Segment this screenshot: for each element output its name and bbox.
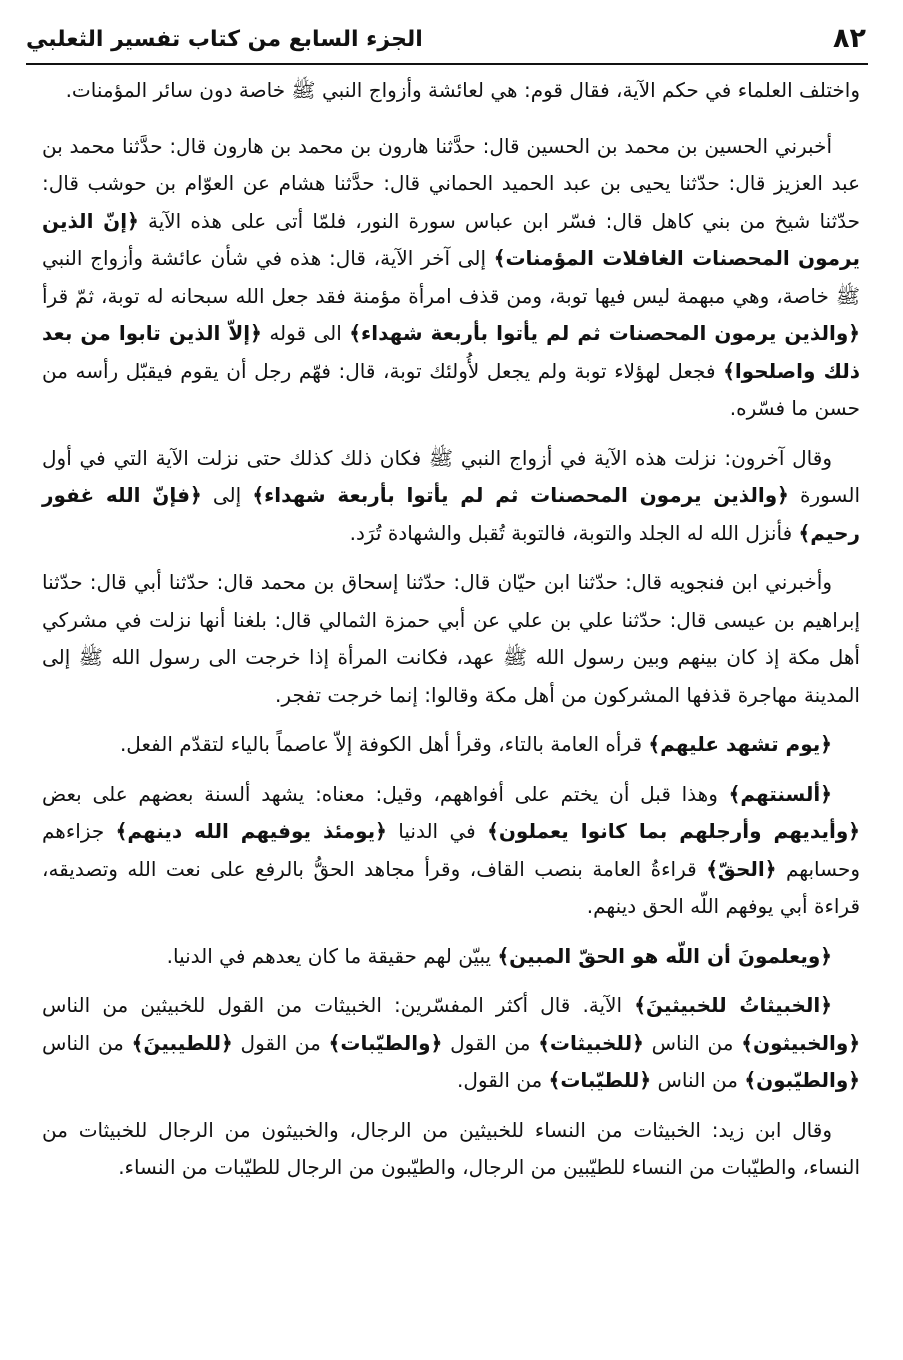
quran-quote: ﴿للخبيثات﴾ <box>538 1030 644 1055</box>
text-run: من القول <box>232 1030 329 1055</box>
quran-quote: ﴿إنّ الذين يرمون المحصنات الغافلات المؤمنات﴾ <box>42 208 860 270</box>
text-run: من القول <box>442 1030 539 1055</box>
paragraph-8 <box>42 987 860 1100</box>
quran-quote: ﴿فإنّ الله غفور رحيم﴾ <box>42 483 860 545</box>
paragraph-9 <box>42 1112 860 1187</box>
text-run: يبيّن لهم حقيقة ما كان يعدهم في الدنيا. <box>166 943 498 968</box>
text-run: إلى <box>201 483 253 507</box>
paragraph-7 <box>42 938 860 976</box>
text-run: إلى آخر الآية، قال: هذه في شأن عائشة وأزواج النبي ﷺ خاصة، وهي مبهمة ليس فيها توبة، ومن قذف امرأة مؤمنة فقد جعل الله سبحانه له توبة، ثمّ قرأ <box>42 246 860 308</box>
text-run: من الناس <box>42 1030 132 1055</box>
text-run: الآية. قال أكثر المفسّرين: الخبيثات من القول للخبيثين من الناس <box>42 993 635 1017</box>
quran-quote: ﴿للطيّبات﴾ <box>548 1068 652 1092</box>
text-run: من الناس <box>643 1030 742 1055</box>
text-run: من القول. <box>456 1068 549 1092</box>
quran-quote: ﴿يومئذ يوفيهم الله دينهم﴾ <box>115 819 387 843</box>
quran-quote: ﴿والطيّبون﴾ <box>744 1068 860 1092</box>
quran-quote: ﴿والخبيثون﴾ <box>741 1030 861 1055</box>
text-run: وقال آخرون: نزلت هذه الآية في أزواج النبي ﷺ فكان ذلك كذلك حتى نزلت الآية التي في أول السورة <box>42 445 860 507</box>
page-header <box>26 16 866 64</box>
quran-quote: ﴿وأيديهم وأرجلهم بما كانوا يعملون﴾ <box>487 819 860 843</box>
quran-quote: ﴿والذين يرمون المحصنات ثم لم يأتوا بأربعة شهداء﴾ <box>252 483 789 507</box>
text-run: في الدنيا <box>386 819 488 843</box>
quran-quote: ﴿إلاّ الذين تابوا من بعد ذلك واصلحوا﴾ <box>42 321 860 383</box>
paragraph-2 <box>42 128 860 428</box>
page-number: ٨٢ <box>833 23 866 54</box>
body-text <box>42 72 860 1199</box>
text-run: وهذا قبل أن يختم على أفواههم، وقيل: معناه: يشهد ألسنة بعضهم على بعض <box>42 781 729 806</box>
quran-quote: ﴿يوم تشهد عليهم﴾ <box>648 732 832 756</box>
text-run: قرأه العامة بالتاء، وقرأ أهل الكوفة إلاّ عاصماً بالياء لتقدّم الفعل. <box>119 732 649 756</box>
paragraph-6 <box>42 776 860 926</box>
paragraph-5 <box>42 726 860 764</box>
text-run: وأخبرني ابن فنجويه قال: حدّثنا ابن حيّان قال: حدّثنا إسحاق بن محمد قال: حدّثنا أبي قال: حدّثنا إبراهيم بن عيسى قال: حدّثنا علي بن علي عن أبي حمزة الثمالي قال: بلغنا أنها نزلت في مشركي أهل مكة إذ كان بينهم وبين رسول الله ﷺ عهد، فكانت المرأة إذا خرجت الى رسول الله ﷺ إلى المدينة مهاجرة قذفها المشركون من أهل مكة وقالوا: إنما خرجت تفجر. <box>42 570 860 707</box>
paragraph-1 <box>42 72 860 110</box>
text-run: فجعل لهؤلاء توبة ولم يجعل لأُولئك توبة، قال: فهّم رجل أن يقوم فيقبّل رأسه من حسن ما فسّره. <box>42 358 860 420</box>
quran-quote: ﴿والطيّبات﴾ <box>328 1030 443 1055</box>
paragraph-3 <box>42 440 860 553</box>
quran-quote: ﴿ألسنتهم﴾ <box>728 781 832 806</box>
text-run: واختلف العلماء في حكم الآية، فقال قوم: هي لعائشة وأزواج النبي ﷺ خاصة دون سائر المؤمنات. <box>65 78 860 102</box>
quran-quote: ﴿والذين يرمون المحصنات ثم لم يأتوا بأربعة شهداء﴾ <box>349 321 860 345</box>
text-run: جزاءهم وحسابهم <box>42 819 860 881</box>
quran-quote: ﴿ويعلمونَ أن اللّه هو الحقّ المبين﴾ <box>497 943 832 968</box>
text-run: الى قوله <box>261 321 350 345</box>
quran-quote: ﴿الخبيثاتُ للخبيثينَ﴾ <box>634 993 832 1017</box>
text-run: وقال ابن زيد: الخبيثات من النساء للخبيثين من الرجال، والخبيثون من الرجال للخبيثات من النساء، والطيّبات من النساء للطيّبين من الرجال، والطيّبون من الرجال للطيّبات من النساء. <box>42 1117 860 1179</box>
header-rule <box>26 63 868 65</box>
text-run: من الناس <box>651 1068 745 1092</box>
text-run: فأنزل الله له الجلد والتوبة، فالتوبة تُقبل والشهادة تُرَد. <box>349 520 799 545</box>
quran-quote: ﴿الحقّ﴾ <box>706 856 777 881</box>
running-title: الجزء السابع من كتاب تفسير الثعلبي <box>26 27 423 52</box>
text-run: أخبرني الحسين بن محمد بن الحسين قال: حدَّثنا هارون بن محمد بن هارون قال: حدَّثنا محمد بن عبد العزيز قال: حدّثنا يحيى بن عبد الحميد الحماني قال: حدَّثنا هشام عن العوّام بن حوشب قال: حدّثنا شيخ من بني كاهل قال: فسّر ابن عباس سورة النور، فلمّا أتى على هذه الآية <box>42 133 860 233</box>
paragraph-4 <box>42 564 860 714</box>
quran-quote: ﴿للطيبينَ﴾ <box>131 1030 233 1055</box>
text-run: قراءةُ العامة بنصب القاف، وقرأ مجاهد الحقُّ بالرفع على نعت الله وتصديقه، قراءة أبي يوفهم اللّه الحق دينهم. <box>42 856 860 918</box>
